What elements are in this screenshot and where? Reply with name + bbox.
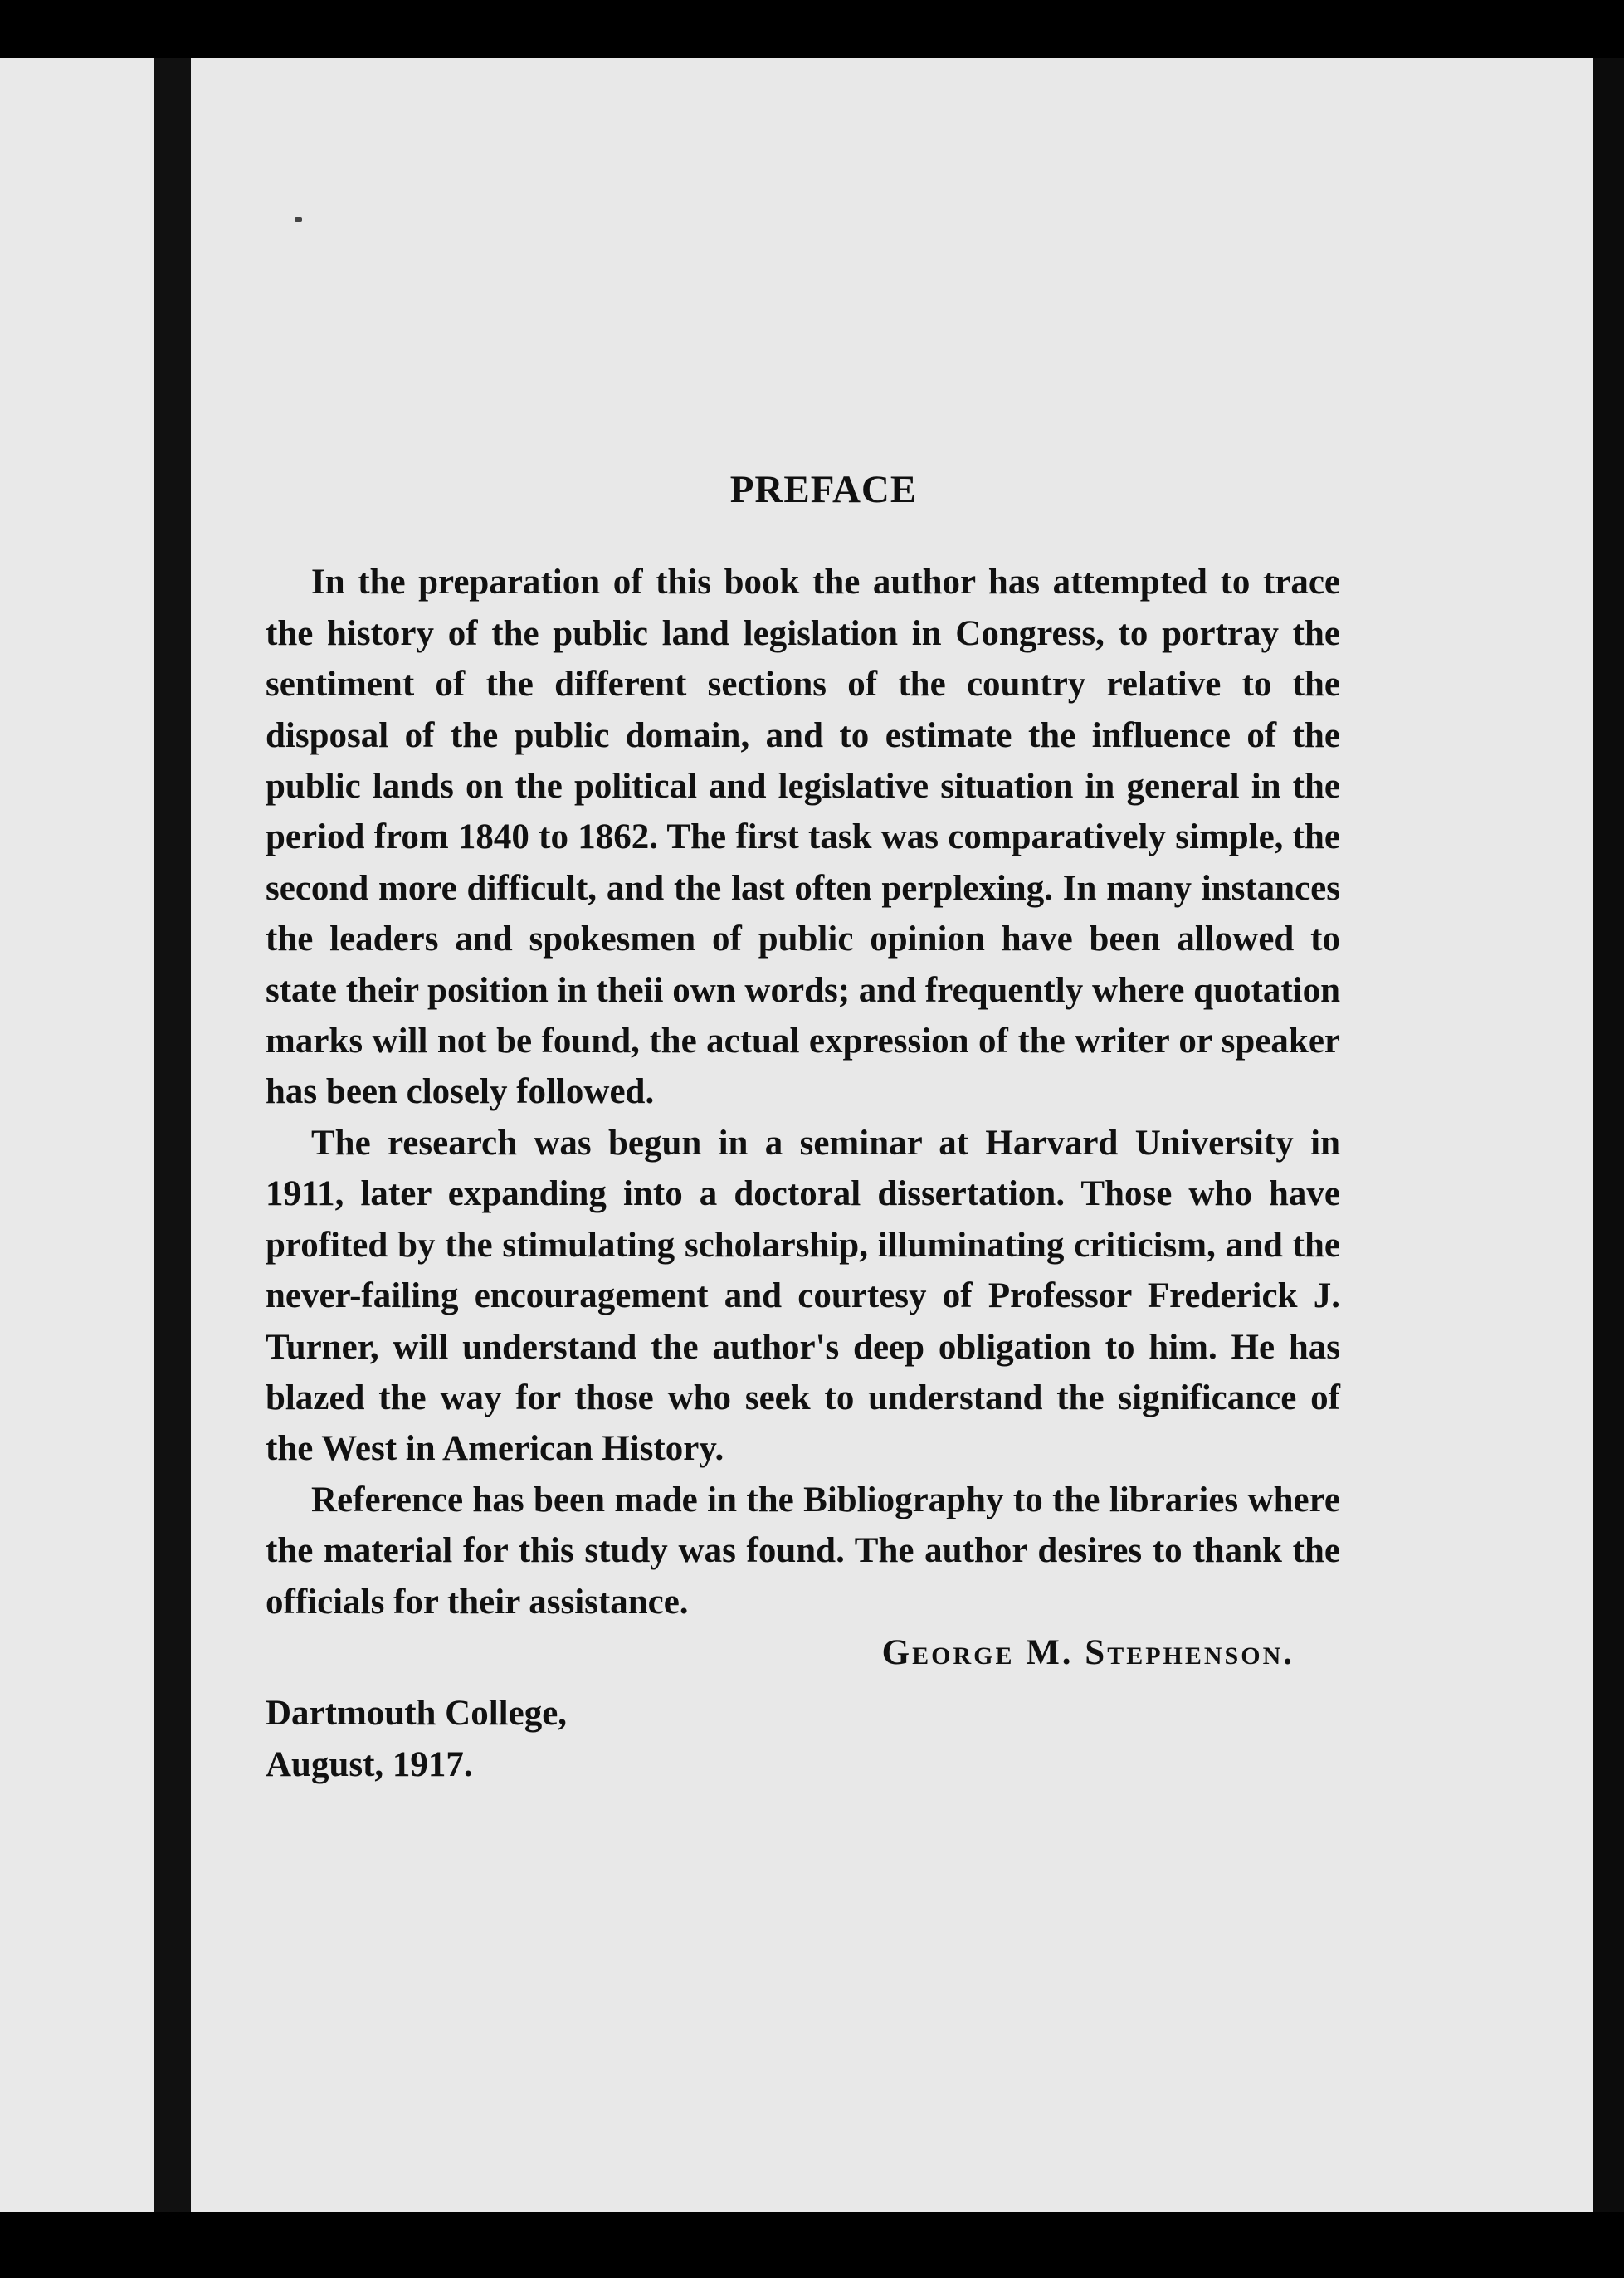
facing-page-edge: [0, 58, 154, 2212]
page-bottom-edge: [0, 2212, 1624, 2278]
date-line: August, 1917.: [266, 1744, 473, 1784]
paragraph-2: The research was begun in a seminar at Harvard University in 1911, later expanding into a doctoral dissertation. Those who have profited by the stimulating scholarship, illuminating criticism, and the never-failing encouragement and courtesy of Professor Frederick J. Turner, will understand the author's deep obligation to him. He has blazed the way for those who seek to understand the significance of the West in American History.: [266, 1123, 1340, 1469]
book-spine-shadow: [154, 58, 191, 2212]
paragraph-1: In the preparation of this book the author has attempted to trace the history of the public land legislation in Congress, to portray the sentiment of the different sections of the country relative to the disposal of the public domain, and to estimate the influence of the public lands on the political and legislative situation in general in the period from 1840 to 1862. The first task was comparatively simple, the second more difficult, and the last often perplexing. In many instances the leaders and spokesmen of public opinion have been allowed to state their position in theii own words; and frequently where quotation marks will not be found, the actual expression of the writer or speaker has been closely followed.: [266, 563, 1340, 1112]
page-right-edge: [1593, 58, 1624, 2212]
scan-speck: [295, 217, 302, 222]
page-title: PREFACE: [729, 468, 918, 511]
preface-text: [266, 465, 1340, 1790]
paragraph-3: Reference has been made in the Bibliography to the libraries where the material for this study was found. The author desires to thank the officials for their assistance.: [266, 1480, 1340, 1622]
author-signature: George M. Stephenson.: [881, 1632, 1295, 1672]
place-line: Dartmouth College,: [266, 1694, 568, 1734]
